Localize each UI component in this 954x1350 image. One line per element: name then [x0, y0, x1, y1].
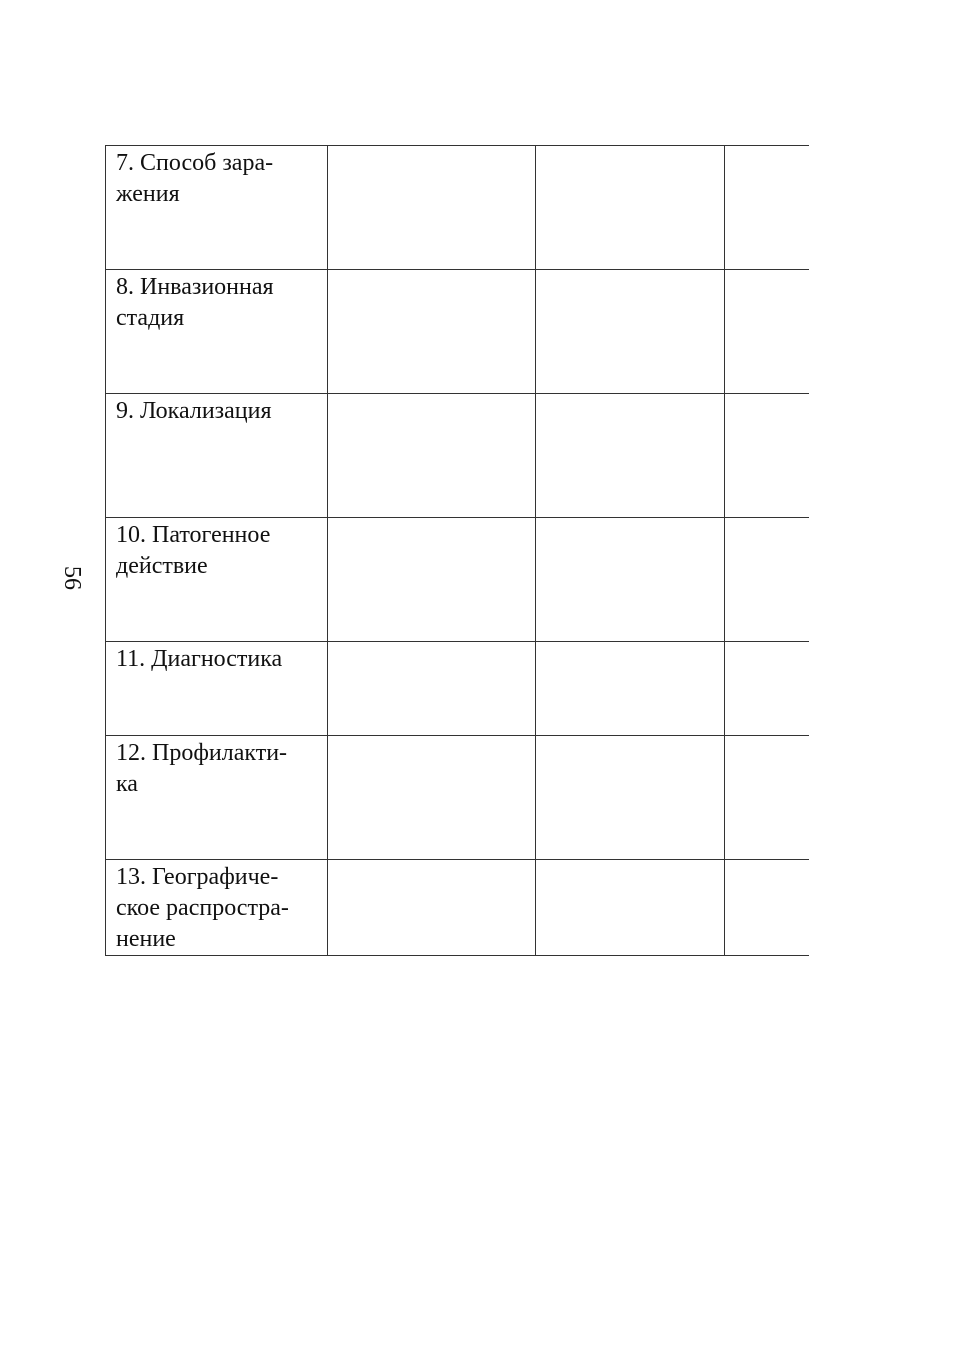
- table-cell: [328, 146, 536, 270]
- table-cell: [536, 736, 725, 860]
- table-cell: [725, 518, 809, 642]
- row-label: 10. Патогенное действие: [106, 518, 328, 642]
- table-cell: [328, 736, 536, 860]
- row-label: 7. Способ зара- жения: [106, 146, 328, 270]
- table-cell: [725, 394, 809, 518]
- page-number: 56: [59, 566, 85, 590]
- table-cell: [328, 394, 536, 518]
- table-cell: [536, 146, 725, 270]
- table-cell: [328, 518, 536, 642]
- row-label: 11. Диагностика: [106, 642, 328, 736]
- row-label: 13. Географиче- ское распростра- нение: [106, 860, 328, 956]
- table-row: [106, 642, 809, 736]
- table-cell: [328, 860, 536, 956]
- table-cell: [536, 642, 725, 736]
- row-label: 8. Инвазионная стадия: [106, 270, 328, 394]
- table-cell: [725, 736, 809, 860]
- table-cell: [725, 860, 809, 956]
- table-row: [106, 736, 809, 860]
- table-row: [106, 270, 809, 394]
- table-cell: [536, 518, 725, 642]
- table-row: [106, 146, 809, 270]
- row-label: 12. Профилакти- ка: [106, 736, 328, 860]
- table-cell: [328, 270, 536, 394]
- table-row: [106, 518, 809, 642]
- table-row: [106, 860, 809, 956]
- table-cell: [725, 146, 809, 270]
- table-cell: [725, 270, 809, 394]
- table-cell: [328, 642, 536, 736]
- table-cell: [725, 642, 809, 736]
- table-row: [106, 394, 809, 518]
- worksheet-table: [105, 145, 809, 956]
- row-label: 9. Локализация: [106, 394, 328, 518]
- table-cell: [536, 270, 725, 394]
- table-cell: [536, 394, 725, 518]
- table-cell: [536, 860, 725, 956]
